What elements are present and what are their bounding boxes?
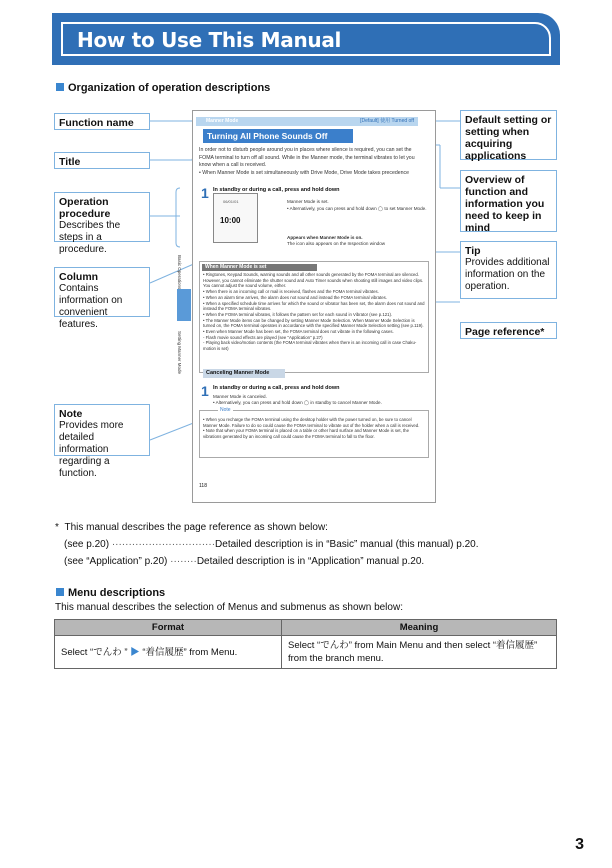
footnote-star: *: [55, 522, 59, 533]
section-heading-menu: [56, 587, 165, 599]
callout-overview: [460, 170, 557, 232]
table-cell-format: [55, 636, 282, 669]
callout-title: Page reference*: [465, 326, 545, 338]
sample-step-2-alt: [213, 400, 423, 407]
phone-screen-image: [213, 193, 258, 243]
example-desc: Detailed description is in “Application” manual p.20.: [196, 556, 425, 567]
callout-title-label: [54, 152, 150, 169]
sample-appears-title: Appears when Manner Mode is on.: [287, 235, 363, 240]
sample-step-1-result: Manner Mode is set.: [287, 199, 329, 204]
sample-note-body: • When you recharge the FOMA terminal using the desktop holder with the power turned on, be sure to cancel Manner Mode. Failure to do so could cause the FOMA terminal to vibrate out of the holder when a call is received. • Note that when your FOMA terminal is placed on a table or other hard surface and Manner Mode is set, the vibrations generated by an incoming call could cause the FOMA terminal to fall to the floor.: [203, 417, 420, 440]
alt-text: • Alternatively, you can press and hold down: [213, 400, 303, 405]
key-icon: ◯: [377, 206, 384, 211]
example-ref: (see “Application” p.20): [64, 556, 168, 567]
alt-tail: in standby to cancel Manner Mode.: [310, 400, 382, 405]
sample-column-body: • Ringtones, Keypad Sounds, warning sounds and all other sounds generated by the FOMA terminal are silenced. However, you cannot eliminate the shutter sound and Auto Timer sounds when shooting still images and video clips. You cannot adjust the sound volume, either. • When there is an incoming call or mail is received, flashes and the FOMA terminal vibrates. • When an alarm time arrives, the alarm does not sound and instead the FOMA terminal vibrates. • When a specified schedule time arrives for which the sound or vibrator has been set, the alarm does not sound and instead the FOMA terminal vibrates. • When the FOMA terminal vibrates, it follows the pattern set for each sound in Vibrator (see p.121). • The Manner Mode items can be changed by setting Manner Mode Selection. When Manner Mode Selection is turned on, the FOMA terminal operates in accordance with the specified Manner Mode Selection setting (see p.119). • Even when Manner Mode has been set, the FOMA terminal does not vibrate in the following cases. - Flash movie sound effects are played (see "Application" p.27) - Playing back video/motion contents (the FOMA terminal vibrates when there is an incoming call in case Chaku-motion is set): [203, 272, 425, 352]
sample-note-box: [199, 407, 429, 458]
callout-title: Tip: [465, 245, 481, 257]
sample-overview: [199, 147, 424, 177]
sample-step-1-alt: [287, 206, 427, 213]
title-banner: [52, 13, 560, 65]
title-banner-frame: [61, 22, 551, 56]
sample-column-heading: When Manner Mode is set: [202, 264, 317, 271]
sample-step-1: In standby or during a call, press and hold down: [213, 187, 340, 193]
callout-default-setting: [460, 110, 557, 160]
sample-cancel-heading: Canceling Manner Mode: [203, 369, 285, 378]
sample-appears-desc: The icon also appears on the Inspection window: [287, 241, 386, 246]
sample-title: Turning All Phone Sounds Off: [203, 129, 353, 143]
bullet-square-icon: [56, 83, 64, 91]
callout-title: Default setting or setting when acquiring applications: [465, 114, 552, 162]
table-header-format: Format: [55, 620, 282, 636]
callout-desc: Provides more detailed information regarding a function.: [59, 420, 124, 479]
table-header-meaning: Meaning: [282, 620, 557, 636]
sample-default-setting: [Default] 使用 Turned off: [360, 118, 414, 124]
section-description: This manual describes the selection of Menus and submenus as shown below:: [55, 602, 403, 613]
step-number-icon: 1: [201, 185, 209, 201]
callout-title: Function name: [59, 117, 134, 129]
key-icon: ◯: [303, 400, 310, 405]
sample-step-2: In standby or during a call, press and hold down: [213, 385, 340, 391]
callout-title: Column: [59, 271, 99, 283]
arrow-right-icon: ▶: [130, 646, 140, 658]
leader-dots: ·······························: [111, 539, 216, 550]
table-row: [55, 636, 557, 669]
format-text-pre: Select “でんわ ”: [61, 646, 128, 658]
example-ref: (see p.20): [64, 539, 110, 550]
table-cell-meaning: Select “でんわ” from Main Menu and then select “着信履歴” from the branch menu.: [282, 636, 557, 669]
page-number: 3: [575, 836, 584, 853]
sample-column-box: [199, 261, 429, 373]
page-title: How to Use This Manual: [77, 28, 342, 52]
section-heading-organization: [56, 82, 270, 94]
callout-page-reference: [460, 322, 557, 339]
sample-function-bar: [196, 117, 418, 126]
phone-time: 10:00: [220, 216, 241, 225]
callout-title: Overview of function and information you need to keep in mind: [465, 174, 545, 234]
callout-desc: Contains information on convenient features.: [59, 283, 123, 330]
sample-function-name: Manner Mode: [206, 118, 239, 124]
callout-operation-procedure: [54, 192, 150, 255]
sample-page-number: 118: [199, 483, 207, 489]
sample-intro-text: In order not to disturb people around you in places where silence is required, you can set the FOMA terminal to turn off all sound. While in the Manner mode, the terminal vibrates to let you know when a call is received.: [199, 147, 415, 168]
section-heading-text: Menu descriptions: [68, 587, 166, 599]
callout-title: Operation procedure: [59, 196, 111, 220]
callout-column: [54, 267, 150, 330]
phone-date: 06/01/01: [223, 199, 239, 204]
bullet-square-icon: [56, 588, 64, 596]
menu-format-table: [54, 619, 557, 669]
callout-title: Note: [59, 408, 83, 420]
sample-side-tab: [177, 289, 191, 321]
callout-tip: [460, 241, 557, 299]
sample-note-heading: Note: [220, 407, 231, 413]
alt-tail: to set Manner Mode.: [384, 206, 427, 211]
step-number-icon: 1: [201, 383, 209, 399]
sample-step-2-result: Manner Mode is canceled.: [213, 394, 267, 399]
callout-function-name: [54, 113, 150, 130]
alt-text: • Alternatively, you can press and hold down: [287, 206, 377, 211]
sample-manual-page: [177, 110, 436, 503]
footnote-line: This manual describes the page reference as shown below:: [64, 522, 328, 533]
sample-side-label-section: Setting Manner Mode: [177, 331, 182, 375]
sample-intro-bullet: • When Manner Mode is set simultaneously with Drive Mode, Drive Mode takes precedence: [199, 169, 409, 176]
callout-desc: Provides additional information on the operation.: [465, 257, 550, 292]
leader-dots: ········: [170, 556, 197, 567]
table-header-row: [55, 620, 557, 636]
footnote-example-application: [64, 555, 424, 569]
example-desc: Detailed description is in “Basic” manual (this manual) p.20.: [215, 539, 479, 550]
sample-side-label-basic: Basic Operations: [177, 255, 182, 290]
format-text-post: “着信履歴” from Menu.: [142, 646, 238, 658]
footnote-intro: [55, 521, 328, 535]
callout-title: Title: [59, 156, 81, 168]
section-heading-text: Organization of operation descriptions: [68, 82, 271, 94]
footnote-example-basic: [64, 538, 479, 552]
callout-note: [54, 404, 150, 479]
callout-desc: Describes the steps in a procedure.: [59, 220, 121, 255]
